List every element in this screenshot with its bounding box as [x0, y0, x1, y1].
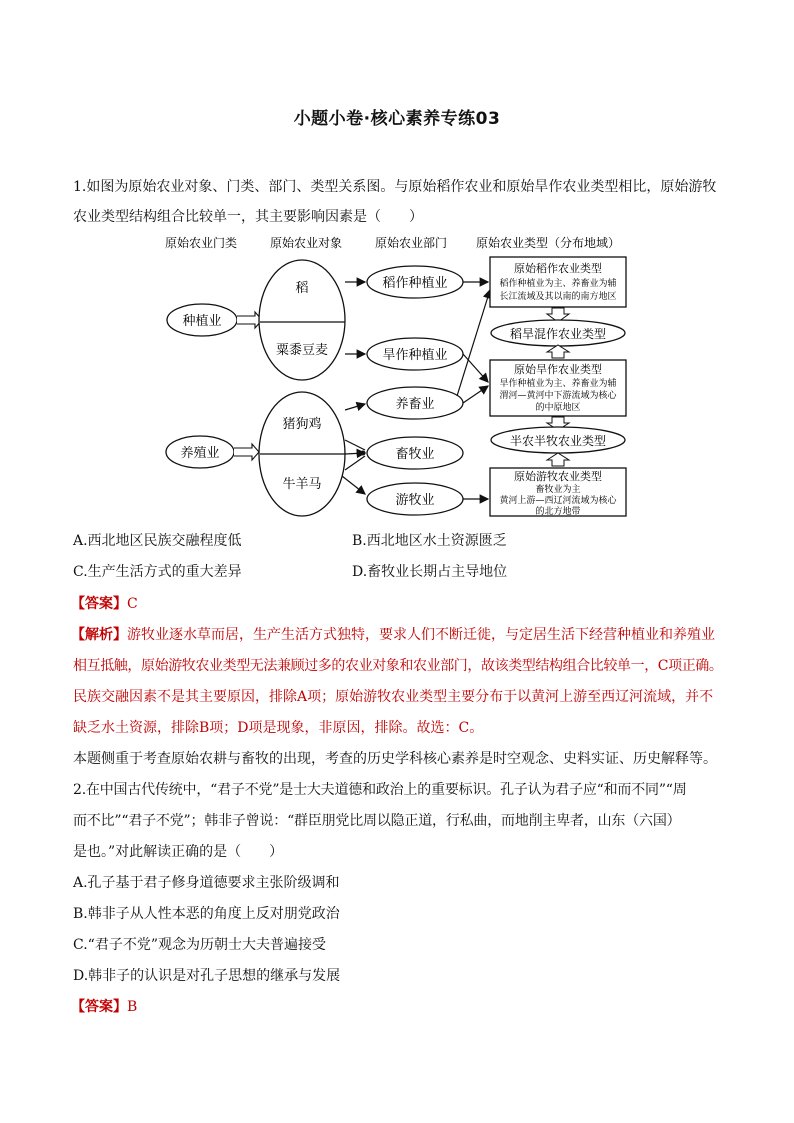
type-semi-label: 半农半牧农业类型: [509, 434, 607, 448]
q2-stem-line2: 而不比”“君子不党”；韩非子曾说：“群臣朋党比周以隐正道，行私曲，而地削主卑者，山东（六国）: [73, 813, 681, 829]
type-dry-l1: 旱作种植业为主、养畜业为辅: [499, 379, 617, 389]
q1-analysis-line4: 缺乏水土资源，排除B项；D项是现象，非原因，排除。故选：C。: [73, 720, 484, 736]
q2-stem-line1: 2.在中国古代传统中，“君子不党”是士大夫道德和政治上的重要标识。孔子认为君子应“和而不同”“周: [73, 782, 687, 798]
category-planting-label: 种植业: [182, 314, 222, 329]
q1-option-b: B.西北地区水土资源匮乏: [352, 533, 507, 549]
object-cattle-sheep-horse: 牛羊马: [282, 477, 322, 492]
category-breeding-label: 养殖业: [180, 446, 220, 461]
header-type: 原始农业类型（分布地域）: [476, 236, 621, 250]
q1-analysis-tag: 【解析】: [71, 627, 127, 643]
type-dry-title: 原始旱作农业类型: [514, 363, 602, 376]
q1-analysis-line1: [71, 624, 715, 644]
hollow-arrow-up-2: [547, 453, 569, 466]
q1-answer: [71, 593, 138, 613]
merge-dot: [361, 451, 366, 456]
type-rice-l1: 稻作种植业为主、养畜业为辅: [499, 279, 617, 289]
object-rice: 稻: [295, 281, 309, 296]
hollow-arrow-up-1: [547, 345, 569, 358]
type-mixed-label: 稻旱混作农业类型: [509, 327, 607, 341]
dept-dry-label: 旱作种植业: [382, 348, 448, 363]
agriculture-relation-diagram: [160, 232, 630, 517]
type-nomad-title: 原始游牧农业类型: [514, 470, 602, 483]
dept-nomad-label: 游牧业: [395, 493, 435, 508]
q2-option-a: A.孔子基于君子修身道德要求主张阶级调和: [73, 875, 340, 891]
object-to-department-arrows: [342, 282, 365, 494]
page-title: 小题小卷·核心素养专练03: [293, 109, 501, 129]
q2-answer-tag: 【答案】: [71, 999, 127, 1015]
q1-option-c: C.生产生活方式的重大差异: [73, 564, 242, 580]
q1-answer-tag: 【答案】: [71, 596, 127, 612]
q1-analysis-text1: 游牧业逐水草而居，生产生活方式独特，要求人们不断迁徙，与定居生活下经营种植业和养殖业: [127, 627, 715, 643]
type-nomad-l1: 畜牧业为主: [535, 485, 581, 495]
q1-analysis-line3: 民族交融因素不是其主要原因，排除A项；原始游牧农业类型主要分布于以黄河上游至西辽河流域，并不: [73, 689, 714, 705]
q2-answer: [71, 996, 137, 1016]
type-nomad-l3: 的北方地带: [535, 507, 581, 517]
q1-stem-line2: 农业类型结构组合比较单一，其主要影响因素是（ ）: [73, 209, 423, 225]
type-rice-l2: 长江流域及其以南的南方地区: [499, 292, 617, 302]
double-arrow-planting: [237, 312, 262, 328]
dept-livestock-label: 养畜业: [395, 397, 435, 412]
q2-option-d: D.韩非子的认识是对孔子思想的继承与发展: [73, 968, 341, 984]
header-category: 原始农业门类: [165, 236, 238, 250]
q2-option-b: B.韩非子从人性本恶的角度上反对朋党政治: [73, 906, 340, 922]
type-dry-l2: 渭河—黄河中下游流域为核心: [499, 391, 617, 401]
dept-rice-label: 稻作种植业: [382, 276, 448, 291]
type-rice-title: 原始稻作农业类型: [514, 262, 602, 275]
q1-analysis-line2: 相互抵触，原始游牧农业类型无法兼顾过多的农业对象和农业部门，故该类型结构组合比较单一，C项正确。: [73, 658, 723, 674]
type-dry-l3: 的中原地区: [535, 403, 581, 413]
header-department: 原始农业部门: [375, 236, 448, 250]
type-nomad-l2: 黄河上游—西辽河流域为核心: [499, 496, 617, 506]
q1-option-a: A.西北地区民族交融程度低: [73, 533, 242, 549]
department-to-type-arrows: [457, 282, 490, 499]
q1-note: 本题侧重于考查原始农耕与畜牧的出现，考查的历史学科核心素养是时空观念、史料实证、历史解释等。: [73, 751, 717, 767]
q1-stem-line1: 1.如图为原始农业对象、门类、部门、类型关系图。与原始稻作农业和原始旱作农业类型相比，原始游牧: [73, 179, 717, 195]
q2-option-c: C.“君子不党”观念为历朝士大夫普遍接受: [73, 937, 326, 953]
double-arrow-breeding: [234, 444, 259, 460]
dept-herding-label: 畜牧业: [395, 447, 435, 462]
object-pig-dog-chicken: 猪狗鸡: [282, 417, 322, 432]
header-object: 原始农业对象: [270, 236, 343, 250]
object-plant-ellipse: [259, 260, 345, 380]
q1-option-d: D.畜牧业长期占主导地位: [352, 564, 508, 580]
object-millet-bean-wheat: 粟黍豆麦: [275, 343, 329, 358]
q2-stem-line3: 是也。”对此解读正确的是（ ）: [73, 844, 284, 860]
q2-answer-value: B: [127, 999, 138, 1015]
q1-answer-value: C: [127, 596, 138, 612]
